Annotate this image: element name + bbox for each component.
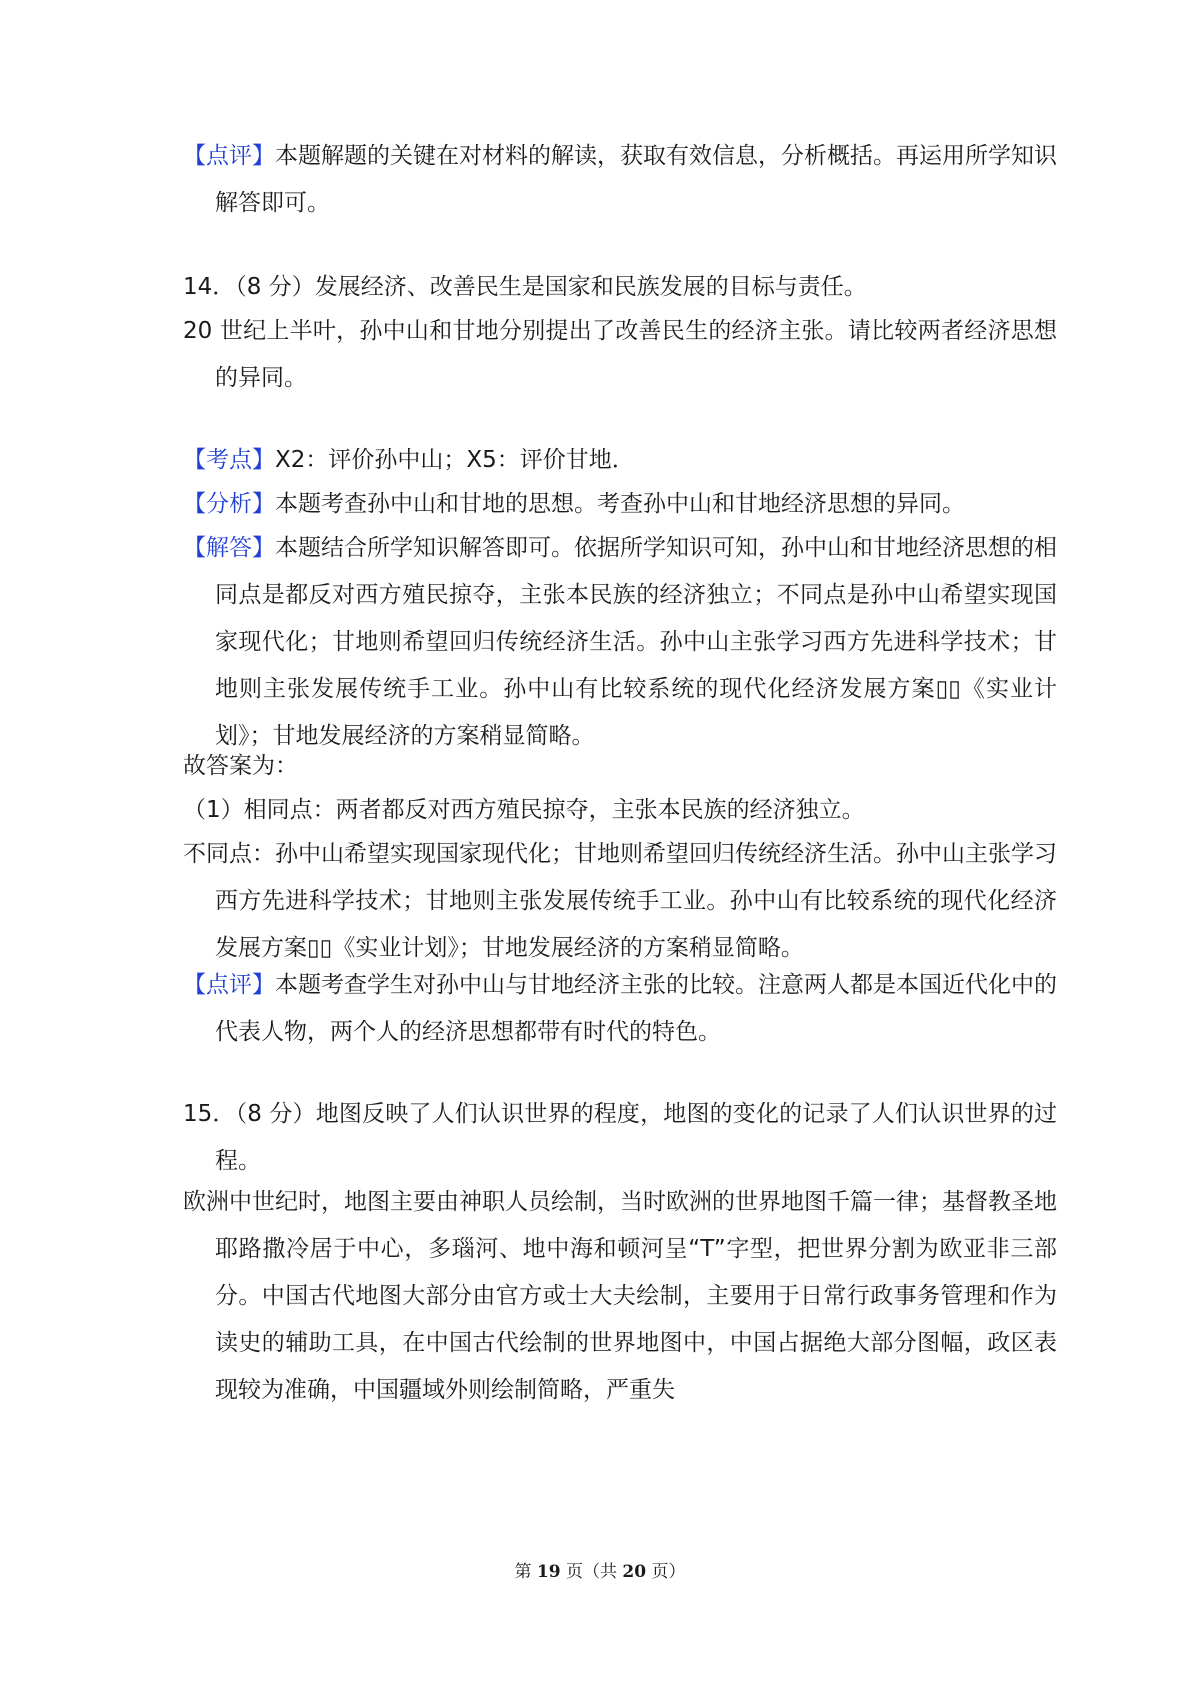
- question-15-title: 15．（8 分）地图反映了人们认识世界的程度，地图的变化的记录了人们认识世界的过程。: [183, 1101, 1057, 1174]
- tag-dianping: 【点评】: [183, 143, 275, 169]
- tag-fenxi: 【分析】: [183, 491, 275, 517]
- question-14-material: 20 世纪上半叶，孙中山和甘地分别提出了改善民生的经济主张。请比较两者经济思想的异同。: [183, 318, 1057, 391]
- footer-page-number: 19: [536, 1562, 561, 1582]
- q14-fenxi: [183, 481, 1057, 528]
- fenxi-text: 本题考查孙中山和甘地的思想。考查孙中山和甘地经济思想的异同。: [275, 491, 965, 517]
- page-footer: [0, 1560, 1200, 1584]
- footer-total-pages: 20: [622, 1562, 647, 1582]
- question-15-material: 欧洲中世纪时，地图主要由神职人员绘制，当时欧洲的世界地图千篇一律；基督教圣地耶路撒冷居于中心，多瑙河、地中海和顿河呈“T”字型，把世界分割为欧亚非三部分。中国古代地图大部分由官方或士大夫绘制，主要用于日常行政事务管理和作为读史的辅助工具，在中国古代绘制的世界地图中，中国占据绝大部分图幅，政区表现较为准确，中国疆域外则绘制简略，严重失: [183, 1189, 1057, 1403]
- answer-point-1: （1）相同点：两者都反对西方殖民掠夺，主张本民族的经济独立。: [183, 797, 865, 823]
- kaodian-text: X2：评价孙中山；X5：评价甘地．: [275, 447, 635, 473]
- q14-jieda: [183, 525, 1057, 760]
- dianping-text: 本题考查学生对孙中山与甘地经济主张的比较。注意两人都是本国近代化中的代表人物，两个人的经济思想都带有时代的特色。: [215, 972, 1057, 1045]
- q14-dianping: [183, 962, 1057, 1056]
- tag-dianping-2: 【点评】: [183, 972, 275, 998]
- answer-point-2: 不同点：孙中山希望实现国家现代化；甘地则希望回归传统经济生活。孙中山主张学习西方先进科学技术；甘地则主张发展传统手工业。孙中山有比较系统的现代化经济发展方案▯▯《实业计划》；甘地发展经济的方案稍显简略。: [183, 841, 1057, 961]
- jieda-text: 本题结合所学知识解答即可。依据所学知识可知，孙中山和甘地经济思想的相同点是都反对西方殖民掠夺，主张本民族的经济独立；不同点是孙中山希望实现国家现代化；甘地则希望回归传统经济生活。孙中山主张学习西方先进科学技术；甘地则主张发展传统手工业。孙中山有比较系统的现代化经济发展方案▯▯《实业计划》；甘地发展经济的方案稍显简略。: [215, 535, 1057, 749]
- q14-kaodian: [183, 437, 1057, 484]
- answer-intro: 故答案为：: [183, 753, 298, 779]
- footer-prefix: 第: [514, 1562, 537, 1582]
- tag-jieda: 【解答】: [183, 535, 275, 561]
- review-previous-text: 本题解题的关键在对材料的解读，获取有效信息，分析概括。再运用所学知识解答即可。: [215, 143, 1057, 216]
- question-14-title: 14．（8 分）发展经济、改善民生是国家和民族发展的目标与责任。: [183, 274, 867, 300]
- footer-middle: 页（共: [560, 1562, 623, 1582]
- footer-suffix: 页）: [646, 1562, 686, 1582]
- review-previous: [183, 133, 1057, 227]
- tag-kaodian: 【考点】: [183, 447, 275, 473]
